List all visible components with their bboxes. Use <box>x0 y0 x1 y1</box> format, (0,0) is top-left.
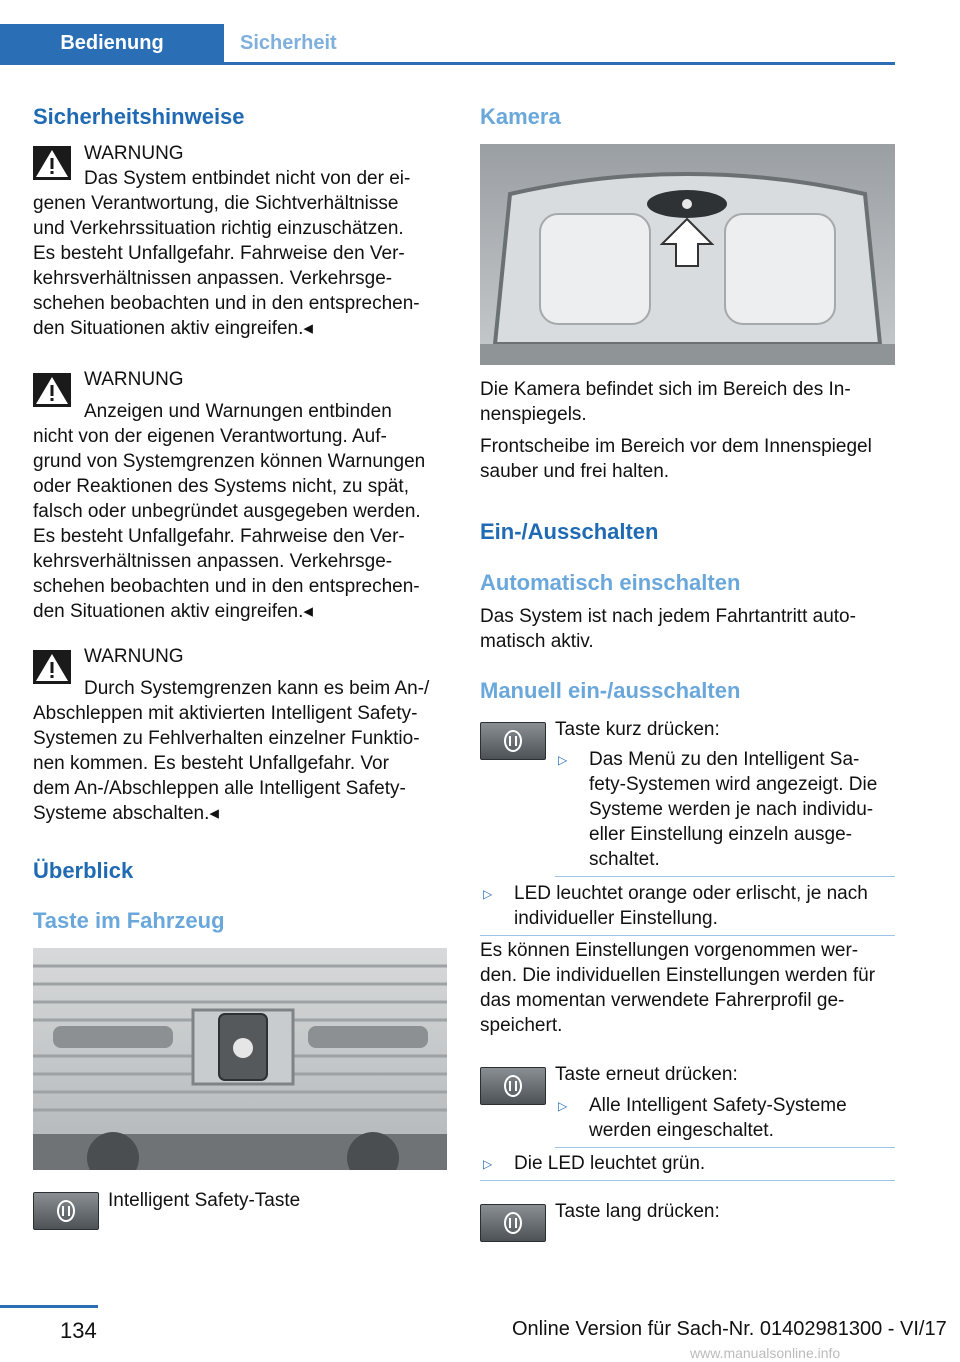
warning-text-line: dem An-/Abschleppen alle Intelligent Safety- <box>33 778 406 799</box>
warning-text-line: Systeme abschalten.◂ <box>33 803 219 824</box>
bullet-triangle-icon: ▷ <box>558 1099 568 1113</box>
page-number: 134 <box>60 1318 97 1343</box>
subheading-taste-im-fahrzeug: Taste im Fahrzeug <box>33 908 225 933</box>
warning-text-line: Es besteht Unfallgefahr. Fahrweise den Ver- <box>33 526 405 547</box>
camera-photo <box>480 144 895 365</box>
heading-ein-ausschalten: Ein-/Ausschalten <box>480 519 659 544</box>
camera-text-line: Frontscheibe im Bereich vor dem Innenspiegel <box>480 436 872 457</box>
divider <box>480 1180 895 1181</box>
heading-ueberblick: Überblick <box>33 858 134 883</box>
warning-text-line: kehrsverhältnissen anpassen. Verkehrsge- <box>33 551 393 572</box>
camera-text-line: nenspiegels. <box>480 404 587 425</box>
warning-text-line: genen Verantwortung, die Sichtverhältnisse <box>33 193 399 214</box>
warning-label: WARNUNG <box>84 143 184 164</box>
intelligent-safety-key-icon <box>480 722 546 760</box>
bullet-text-line: eller Einstellung einzeln ausge- <box>589 824 852 845</box>
bullet-text-line: Die LED leuchtet grün. <box>514 1153 706 1174</box>
bullet-text-line: schaltet. <box>589 849 660 870</box>
online-version: Online Version für Sach-Nr. 01402981300 - VI/17 <box>512 1318 947 1340</box>
watermark: www.manualsonline.info <box>690 1345 841 1361</box>
bullet-text-line: Das Menü zu den Intelligent Sa- <box>589 749 860 770</box>
warning-text-line: nen kommen. Es besteht Unfallgefahr. Vor <box>33 753 389 774</box>
bullet-text-line: Alle Intelligent Safety-Systeme <box>589 1095 847 1116</box>
settings-text-line: das momentan verwendete Fahrerprofil ge- <box>480 990 845 1011</box>
bullet-triangle-icon: ▷ <box>483 887 493 901</box>
bullet-text-line: fety-Systemen wird angezeigt. Die <box>589 774 878 795</box>
camera-text-line: Die Kamera befindet sich im Bereich des In- <box>480 379 851 400</box>
warning-text-line: kehrsverhältnissen anpassen. Verkehrsge- <box>33 268 393 289</box>
tab-bedienung[interactable]: Bedienung <box>0 24 224 62</box>
auto-text-line: Das System ist nach jedem Fahrtantritt auto- <box>480 606 856 627</box>
warning-text-line: und Verkehrssituation richtig einzuschätzen. <box>33 218 404 239</box>
chapter-tabs <box>0 24 895 65</box>
section-title-sicherheitshinweise: Sicherheitshinweise <box>33 104 245 129</box>
settings-text-line: Es können Einstellungen vorgenommen wer- <box>480 940 859 961</box>
settings-text-line: den. Die individuellen Einstellungen werden für <box>480 965 876 986</box>
warning-text-line: Abschleppen mit aktivierten Intelligent Safety- <box>33 703 418 724</box>
divider <box>555 1147 895 1148</box>
auto-text-line: matisch aktiv. <box>480 631 594 652</box>
warning-icon <box>33 650 71 684</box>
button-caption: Intelligent Safety-Taste <box>108 1190 301 1211</box>
warning-text-line: Durch Systemgrenzen kann es beim An-/ <box>84 678 430 699</box>
bullet-text-line: Systeme werden je nach individu- <box>589 799 874 820</box>
warning-text-line: schehen beobachten und in den entsprechen- <box>33 576 420 597</box>
camera-text-line: sauber und frei halten. <box>480 461 670 482</box>
press-long-label: Taste lang drücken: <box>555 1201 720 1222</box>
subheading-manuell: Manuell ein-/ausschalten <box>480 678 741 703</box>
warning-label: WARNUNG <box>84 646 184 667</box>
bullet-triangle-icon: ▷ <box>483 1157 493 1171</box>
warning-text-line: den Situationen aktiv eingreifen.◂ <box>33 318 313 339</box>
warning-text-line: Es besteht Unfallgefahr. Fahrweise den Ver- <box>33 243 405 264</box>
warning-text-line: falsch oder unbegründet ausgegeben werden. <box>33 501 421 522</box>
divider <box>480 935 895 936</box>
warning-text-line: Das System entbindet nicht von der ei- <box>84 168 411 189</box>
warning-text-line: grund von Systemgrenzen können Warnungen <box>33 451 426 472</box>
tab-sicherheit[interactable]: Sicherheit <box>240 32 337 54</box>
bullet-text-line: individueller Einstellung. <box>514 908 718 929</box>
warning-text-line: nicht von der eigenen Verantwortung. Auf- <box>33 426 387 447</box>
bullet-text-line: LED leuchtet orange oder erlischt, je nach <box>514 883 868 904</box>
warning-text-line: den Situationen aktiv eingreifen.◂ <box>33 601 313 622</box>
warning-text-line: Anzeigen und Warnungen entbinden <box>84 401 392 422</box>
bullet-triangle-icon: ▷ <box>558 753 568 767</box>
dashboard-button-photo <box>33 948 447 1170</box>
settings-text-line: speichert. <box>480 1015 563 1036</box>
subheading-automatisch: Automatisch einschalten <box>480 570 741 595</box>
bullet-text-line: werden eingeschaltet. <box>589 1120 774 1141</box>
heading-kamera: Kamera <box>480 104 561 129</box>
intelligent-safety-key-icon <box>33 1192 99 1230</box>
warning-text-line: schehen beobachten und in den entsprechen- <box>33 293 420 314</box>
footer-rule <box>0 1305 98 1308</box>
intelligent-safety-key-icon <box>480 1204 546 1242</box>
press-short-label: Taste kurz drücken: <box>555 719 720 740</box>
warning-icon <box>33 146 71 180</box>
warning-icon <box>33 373 71 407</box>
press-again-label: Taste erneut drücken: <box>555 1064 738 1085</box>
intelligent-safety-key-icon <box>480 1067 546 1105</box>
warning-text-line: Systemen zu Fehlverhalten einzelner Funktio- <box>33 728 420 749</box>
warning-label: WARNUNG <box>84 369 184 390</box>
warning-text-line: oder Reaktionen des Systems nicht, zu spät, <box>33 476 409 497</box>
divider <box>555 876 895 877</box>
